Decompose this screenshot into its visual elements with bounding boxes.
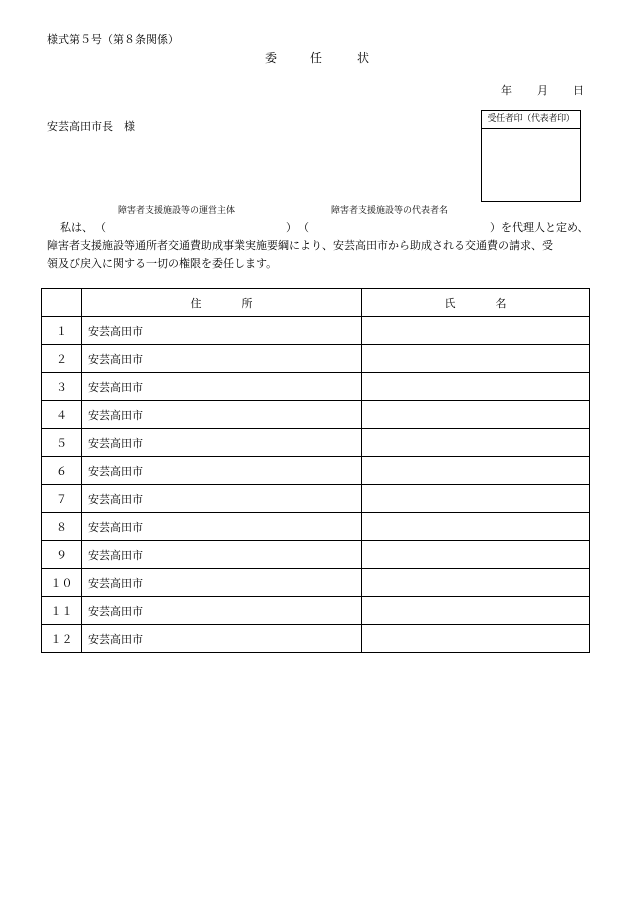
document-title	[265, 52, 369, 64]
header-address: 住 所	[82, 289, 362, 317]
addressee: 安芸高田市長 様	[47, 120, 135, 133]
row-number: ３	[42, 373, 82, 401]
name-cell[interactable]	[362, 401, 590, 429]
operator-paren-close: ）	[286, 221, 297, 234]
address-cell[interactable]: 安芸高田市	[82, 317, 362, 345]
table-row	[42, 373, 590, 401]
seal-box	[481, 110, 581, 202]
row-number: ６	[42, 457, 82, 485]
table-row	[42, 541, 590, 569]
table-row	[42, 317, 590, 345]
header-name: 氏 名	[362, 289, 590, 317]
address-cell[interactable]: 安芸高田市	[82, 429, 362, 457]
row-number: ２	[42, 345, 82, 373]
table-row	[42, 625, 590, 653]
address-cell[interactable]: 安芸高田市	[82, 345, 362, 373]
name-cell[interactable]	[362, 345, 590, 373]
name-cell[interactable]	[362, 513, 590, 541]
body-line1-start: 私は、	[60, 221, 93, 234]
row-number: １	[42, 317, 82, 345]
address-cell[interactable]: 安芸高田市	[82, 485, 362, 513]
body-line1-end: ）を代理人と定め、	[490, 221, 589, 234]
table-row	[42, 569, 590, 597]
date-line	[501, 85, 584, 96]
table-row	[42, 513, 590, 541]
row-number: ７	[42, 485, 82, 513]
table-row	[42, 345, 590, 373]
name-cell[interactable]	[362, 569, 590, 597]
table-row	[42, 457, 590, 485]
table-body	[42, 317, 590, 653]
address-cell[interactable]: 安芸高田市	[82, 513, 362, 541]
representative-paren-open: （	[298, 221, 309, 234]
table-row	[42, 401, 590, 429]
representative-caption: 障害者支援施設等の代表者名	[331, 206, 449, 216]
row-number: １０	[42, 569, 82, 597]
table-header-row	[42, 289, 590, 317]
row-number: ５	[42, 429, 82, 457]
title-char: 任	[310, 51, 323, 65]
date-month-unit: 月	[537, 84, 548, 97]
body-line2: 障害者支援施設等通所者交通費助成事業実施要綱により、安芸高田市から助成される交通費の請求、受	[47, 239, 553, 252]
table-row	[42, 597, 590, 625]
address-cell[interactable]: 安芸高田市	[82, 625, 362, 653]
address-cell[interactable]: 安芸高田市	[82, 373, 362, 401]
proxy-table	[41, 288, 590, 653]
title-char: 委	[265, 51, 278, 65]
row-number: １１	[42, 597, 82, 625]
name-cell[interactable]	[362, 317, 590, 345]
operator-caption: 障害者支援施設等の運営主体	[118, 206, 236, 216]
title-char: 状	[357, 51, 370, 65]
form-number: 様式第５号（第８条関係）	[47, 33, 179, 46]
seal-label: 受任者印（代表者印）	[482, 111, 580, 129]
name-cell[interactable]	[362, 625, 590, 653]
row-number: ９	[42, 541, 82, 569]
table-row	[42, 429, 590, 457]
date-day-unit: 日	[573, 84, 584, 97]
header-number	[42, 289, 82, 317]
date-year-unit: 年	[501, 84, 512, 97]
name-cell[interactable]	[362, 597, 590, 625]
body-line3: 領及び戻入に関する一切の権限を委任します。	[47, 257, 278, 270]
row-number: ４	[42, 401, 82, 429]
name-cell[interactable]	[362, 457, 590, 485]
table-row	[42, 485, 590, 513]
address-cell[interactable]: 安芸高田市	[82, 569, 362, 597]
name-cell[interactable]	[362, 541, 590, 569]
name-cell[interactable]	[362, 429, 590, 457]
operator-paren-open: （	[95, 221, 106, 234]
name-cell[interactable]	[362, 485, 590, 513]
address-cell[interactable]: 安芸高田市	[82, 401, 362, 429]
address-cell[interactable]: 安芸高田市	[82, 541, 362, 569]
address-cell[interactable]: 安芸高田市	[82, 457, 362, 485]
name-cell[interactable]	[362, 373, 590, 401]
address-cell[interactable]: 安芸高田市	[82, 597, 362, 625]
row-number: １２	[42, 625, 82, 653]
row-number: ８	[42, 513, 82, 541]
